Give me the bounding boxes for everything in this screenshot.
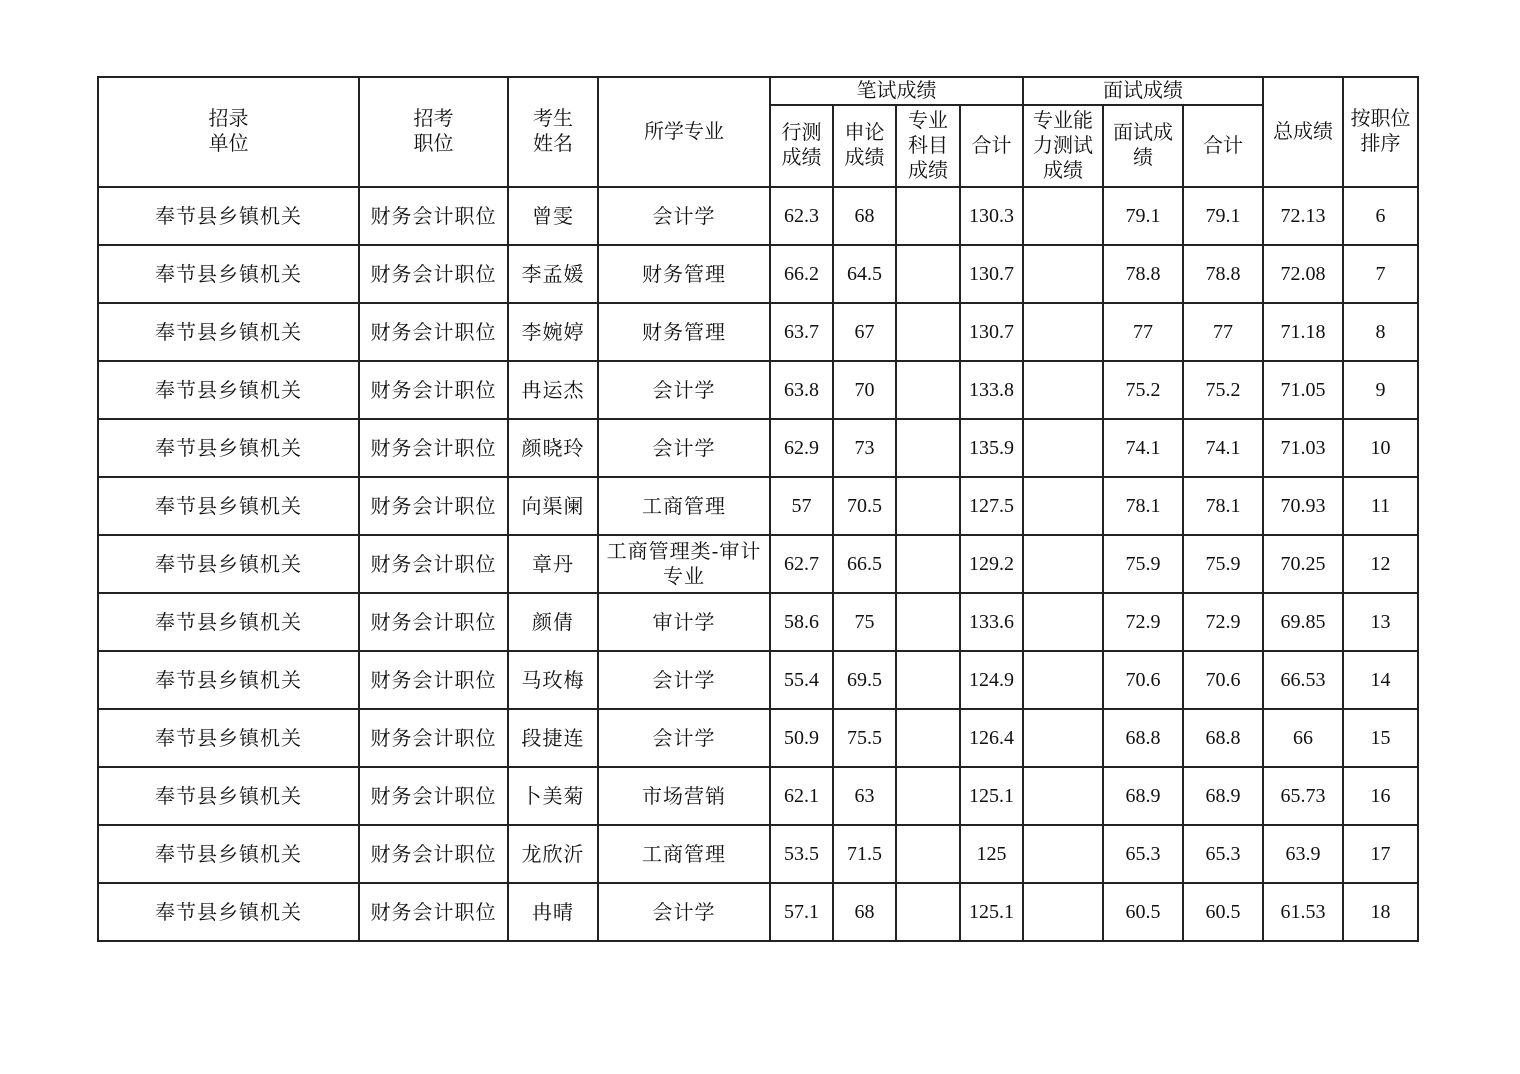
cell-name: 冉运杰 bbox=[508, 361, 598, 419]
cell-rank: 18 bbox=[1343, 883, 1418, 941]
cell-total: 63.9 bbox=[1263, 825, 1343, 883]
cell-ability bbox=[1023, 651, 1103, 709]
header-written-total: 合计 bbox=[960, 105, 1023, 187]
cell-written-total: 125.1 bbox=[960, 883, 1023, 941]
cell-xingce: 58.6 bbox=[770, 593, 833, 651]
cell-interview-score: 60.5 bbox=[1103, 883, 1183, 941]
cell-position: 财务会计职位 bbox=[359, 477, 508, 535]
header-interview-total: 合计 bbox=[1183, 105, 1263, 187]
cell-name: 向渠阑 bbox=[508, 477, 598, 535]
cell-shenlun: 71.5 bbox=[833, 825, 896, 883]
cell-ability bbox=[1023, 187, 1103, 245]
cell-ability bbox=[1023, 709, 1103, 767]
cell-ability bbox=[1023, 535, 1103, 593]
cell-name: 章丹 bbox=[508, 535, 598, 593]
score-sheet bbox=[97, 76, 1419, 942]
cell-interview-total: 70.6 bbox=[1183, 651, 1263, 709]
cell-written-total: 133.6 bbox=[960, 593, 1023, 651]
header-interview-group: 面试成绩 bbox=[1023, 77, 1263, 105]
cell-name: 龙欣沂 bbox=[508, 825, 598, 883]
cell-position: 财务会计职位 bbox=[359, 767, 508, 825]
cell-subject bbox=[896, 883, 960, 941]
cell-name: 冉晴 bbox=[508, 883, 598, 941]
cell-subject bbox=[896, 535, 960, 593]
cell-interview-total: 74.1 bbox=[1183, 419, 1263, 477]
cell-position: 财务会计职位 bbox=[359, 651, 508, 709]
cell-interview-score: 65.3 bbox=[1103, 825, 1183, 883]
table-row bbox=[98, 419, 1418, 477]
cell-interview-total: 78.8 bbox=[1183, 245, 1263, 303]
cell-position: 财务会计职位 bbox=[359, 187, 508, 245]
cell-total: 66.53 bbox=[1263, 651, 1343, 709]
cell-shenlun: 75 bbox=[833, 593, 896, 651]
cell-name: 李孟媛 bbox=[508, 245, 598, 303]
cell-interview-total: 75.9 bbox=[1183, 535, 1263, 593]
cell-xingce: 57 bbox=[770, 477, 833, 535]
cell-xingce: 62.3 bbox=[770, 187, 833, 245]
cell-interview-total: 79.1 bbox=[1183, 187, 1263, 245]
cell-written-total: 126.4 bbox=[960, 709, 1023, 767]
cell-xingce: 63.7 bbox=[770, 303, 833, 361]
cell-ability bbox=[1023, 303, 1103, 361]
table-row bbox=[98, 651, 1418, 709]
cell-total: 65.73 bbox=[1263, 767, 1343, 825]
cell-total: 69.85 bbox=[1263, 593, 1343, 651]
cell-rank: 13 bbox=[1343, 593, 1418, 651]
cell-total: 71.05 bbox=[1263, 361, 1343, 419]
cell-shenlun: 68 bbox=[833, 883, 896, 941]
cell-shenlun: 63 bbox=[833, 767, 896, 825]
cell-name: 马玫梅 bbox=[508, 651, 598, 709]
cell-rank: 10 bbox=[1343, 419, 1418, 477]
header-name: 考生 姓名 bbox=[508, 77, 598, 187]
cell-total: 70.25 bbox=[1263, 535, 1343, 593]
cell-position: 财务会计职位 bbox=[359, 825, 508, 883]
cell-rank: 8 bbox=[1343, 303, 1418, 361]
cell-rank: 14 bbox=[1343, 651, 1418, 709]
cell-xingce: 55.4 bbox=[770, 651, 833, 709]
cell-unit: 奉节县乡镇机关 bbox=[98, 709, 359, 767]
cell-major: 审计学 bbox=[598, 593, 770, 651]
cell-unit: 奉节县乡镇机关 bbox=[98, 883, 359, 941]
cell-rank: 15 bbox=[1343, 709, 1418, 767]
cell-shenlun: 70 bbox=[833, 361, 896, 419]
cell-total: 66 bbox=[1263, 709, 1343, 767]
cell-total: 71.18 bbox=[1263, 303, 1343, 361]
table-row bbox=[98, 303, 1418, 361]
cell-written-total: 125 bbox=[960, 825, 1023, 883]
cell-unit: 奉节县乡镇机关 bbox=[98, 651, 359, 709]
cell-major: 会计学 bbox=[598, 187, 770, 245]
cell-major: 工商管理 bbox=[598, 477, 770, 535]
cell-written-total: 124.9 bbox=[960, 651, 1023, 709]
cell-written-total: 125.1 bbox=[960, 767, 1023, 825]
cell-interview-total: 77 bbox=[1183, 303, 1263, 361]
header-xingce: 行测 成绩 bbox=[770, 105, 833, 187]
cell-shenlun: 67 bbox=[833, 303, 896, 361]
cell-interview-score: 72.9 bbox=[1103, 593, 1183, 651]
cell-total: 71.03 bbox=[1263, 419, 1343, 477]
cell-interview-total: 60.5 bbox=[1183, 883, 1263, 941]
cell-rank: 7 bbox=[1343, 245, 1418, 303]
header-subject: 专业 科目 成绩 bbox=[896, 105, 960, 187]
cell-position: 财务会计职位 bbox=[359, 303, 508, 361]
header-ability: 专业能 力测试 成绩 bbox=[1023, 105, 1103, 187]
cell-shenlun: 75.5 bbox=[833, 709, 896, 767]
cell-unit: 奉节县乡镇机关 bbox=[98, 767, 359, 825]
cell-xingce: 66.2 bbox=[770, 245, 833, 303]
table-row bbox=[98, 767, 1418, 825]
cell-interview-score: 68.8 bbox=[1103, 709, 1183, 767]
cell-interview-total: 68.8 bbox=[1183, 709, 1263, 767]
cell-unit: 奉节县乡镇机关 bbox=[98, 419, 359, 477]
cell-major: 工商管理 bbox=[598, 825, 770, 883]
cell-name: 颜晓玲 bbox=[508, 419, 598, 477]
cell-written-total: 133.8 bbox=[960, 361, 1023, 419]
cell-unit: 奉节县乡镇机关 bbox=[98, 593, 359, 651]
cell-total: 61.53 bbox=[1263, 883, 1343, 941]
cell-subject bbox=[896, 825, 960, 883]
cell-interview-score: 74.1 bbox=[1103, 419, 1183, 477]
table-row bbox=[98, 535, 1418, 593]
cell-total: 72.08 bbox=[1263, 245, 1343, 303]
cell-rank: 16 bbox=[1343, 767, 1418, 825]
cell-ability bbox=[1023, 361, 1103, 419]
cell-shenlun: 64.5 bbox=[833, 245, 896, 303]
cell-interview-total: 65.3 bbox=[1183, 825, 1263, 883]
table-row bbox=[98, 361, 1418, 419]
cell-interview-score: 68.9 bbox=[1103, 767, 1183, 825]
cell-unit: 奉节县乡镇机关 bbox=[98, 477, 359, 535]
table-row bbox=[98, 593, 1418, 651]
cell-shenlun: 68 bbox=[833, 187, 896, 245]
cell-major: 会计学 bbox=[598, 883, 770, 941]
cell-interview-total: 75.2 bbox=[1183, 361, 1263, 419]
table-row bbox=[98, 245, 1418, 303]
cell-subject bbox=[896, 187, 960, 245]
header-total: 总成绩 bbox=[1263, 77, 1343, 187]
cell-subject bbox=[896, 651, 960, 709]
cell-interview-score: 75.2 bbox=[1103, 361, 1183, 419]
cell-name: 李婉婷 bbox=[508, 303, 598, 361]
cell-subject bbox=[896, 419, 960, 477]
cell-position: 财务会计职位 bbox=[359, 361, 508, 419]
cell-name: 曾雯 bbox=[508, 187, 598, 245]
cell-interview-score: 70.6 bbox=[1103, 651, 1183, 709]
cell-shenlun: 73 bbox=[833, 419, 896, 477]
cell-name: 卜美菊 bbox=[508, 767, 598, 825]
cell-rank: 6 bbox=[1343, 187, 1418, 245]
cell-subject bbox=[896, 245, 960, 303]
cell-written-total: 130.7 bbox=[960, 303, 1023, 361]
cell-name: 段捷连 bbox=[508, 709, 598, 767]
cell-xingce: 62.1 bbox=[770, 767, 833, 825]
cell-rank: 17 bbox=[1343, 825, 1418, 883]
cell-major: 会计学 bbox=[598, 419, 770, 477]
table-row bbox=[98, 825, 1418, 883]
cell-major: 市场营销 bbox=[598, 767, 770, 825]
cell-written-total: 135.9 bbox=[960, 419, 1023, 477]
cell-position: 财务会计职位 bbox=[359, 419, 508, 477]
cell-ability bbox=[1023, 767, 1103, 825]
cell-interview-total: 68.9 bbox=[1183, 767, 1263, 825]
cell-xingce: 63.8 bbox=[770, 361, 833, 419]
cell-ability bbox=[1023, 245, 1103, 303]
cell-ability bbox=[1023, 593, 1103, 651]
cell-subject bbox=[896, 767, 960, 825]
cell-interview-score: 78.1 bbox=[1103, 477, 1183, 535]
cell-subject bbox=[896, 477, 960, 535]
cell-unit: 奉节县乡镇机关 bbox=[98, 245, 359, 303]
cell-ability bbox=[1023, 825, 1103, 883]
cell-major: 会计学 bbox=[598, 361, 770, 419]
table-row bbox=[98, 477, 1418, 535]
cell-written-total: 127.5 bbox=[960, 477, 1023, 535]
cell-xingce: 50.9 bbox=[770, 709, 833, 767]
cell-unit: 奉节县乡镇机关 bbox=[98, 361, 359, 419]
cell-position: 财务会计职位 bbox=[359, 593, 508, 651]
header-major: 所学专业 bbox=[598, 77, 770, 187]
header-shenlun: 申论 成绩 bbox=[833, 105, 896, 187]
cell-interview-score: 78.8 bbox=[1103, 245, 1183, 303]
cell-subject bbox=[896, 303, 960, 361]
cell-subject bbox=[896, 709, 960, 767]
cell-name: 颜倩 bbox=[508, 593, 598, 651]
table-row bbox=[98, 883, 1418, 941]
cell-interview-total: 72.9 bbox=[1183, 593, 1263, 651]
cell-major: 会计学 bbox=[598, 709, 770, 767]
header-written-group: 笔试成绩 bbox=[770, 77, 1023, 105]
cell-total: 72.13 bbox=[1263, 187, 1343, 245]
header-interview-score: 面试成 绩 bbox=[1103, 105, 1183, 187]
cell-xingce: 57.1 bbox=[770, 883, 833, 941]
cell-written-total: 130.3 bbox=[960, 187, 1023, 245]
cell-written-total: 130.7 bbox=[960, 245, 1023, 303]
cell-position: 财务会计职位 bbox=[359, 709, 508, 767]
table-row bbox=[98, 187, 1418, 245]
cell-unit: 奉节县乡镇机关 bbox=[98, 303, 359, 361]
cell-total: 70.93 bbox=[1263, 477, 1343, 535]
cell-xingce: 62.7 bbox=[770, 535, 833, 593]
cell-major: 财务管理 bbox=[598, 245, 770, 303]
cell-ability bbox=[1023, 477, 1103, 535]
cell-interview-score: 77 bbox=[1103, 303, 1183, 361]
cell-written-total: 129.2 bbox=[960, 535, 1023, 593]
table-body bbox=[98, 187, 1418, 941]
header-rank: 按职位 排序 bbox=[1343, 77, 1418, 187]
cell-rank: 9 bbox=[1343, 361, 1418, 419]
cell-rank: 12 bbox=[1343, 535, 1418, 593]
cell-major: 工商管理类-审计 专业 bbox=[598, 535, 770, 593]
cell-subject bbox=[896, 593, 960, 651]
cell-ability bbox=[1023, 419, 1103, 477]
cell-shenlun: 66.5 bbox=[833, 535, 896, 593]
header-unit: 招录 单位 bbox=[98, 77, 359, 187]
cell-unit: 奉节县乡镇机关 bbox=[98, 187, 359, 245]
cell-position: 财务会计职位 bbox=[359, 535, 508, 593]
cell-interview-score: 79.1 bbox=[1103, 187, 1183, 245]
cell-unit: 奉节县乡镇机关 bbox=[98, 535, 359, 593]
cell-interview-total: 78.1 bbox=[1183, 477, 1263, 535]
cell-rank: 11 bbox=[1343, 477, 1418, 535]
cell-unit: 奉节县乡镇机关 bbox=[98, 825, 359, 883]
cell-xingce: 53.5 bbox=[770, 825, 833, 883]
cell-shenlun: 70.5 bbox=[833, 477, 896, 535]
cell-position: 财务会计职位 bbox=[359, 883, 508, 941]
cell-ability bbox=[1023, 883, 1103, 941]
cell-shenlun: 69.5 bbox=[833, 651, 896, 709]
score-table bbox=[97, 76, 1419, 942]
cell-major: 财务管理 bbox=[598, 303, 770, 361]
cell-position: 财务会计职位 bbox=[359, 245, 508, 303]
cell-xingce: 62.9 bbox=[770, 419, 833, 477]
cell-subject bbox=[896, 361, 960, 419]
table-row bbox=[98, 709, 1418, 767]
cell-interview-score: 75.9 bbox=[1103, 535, 1183, 593]
cell-major: 会计学 bbox=[598, 651, 770, 709]
header-position: 招考 职位 bbox=[359, 77, 508, 187]
